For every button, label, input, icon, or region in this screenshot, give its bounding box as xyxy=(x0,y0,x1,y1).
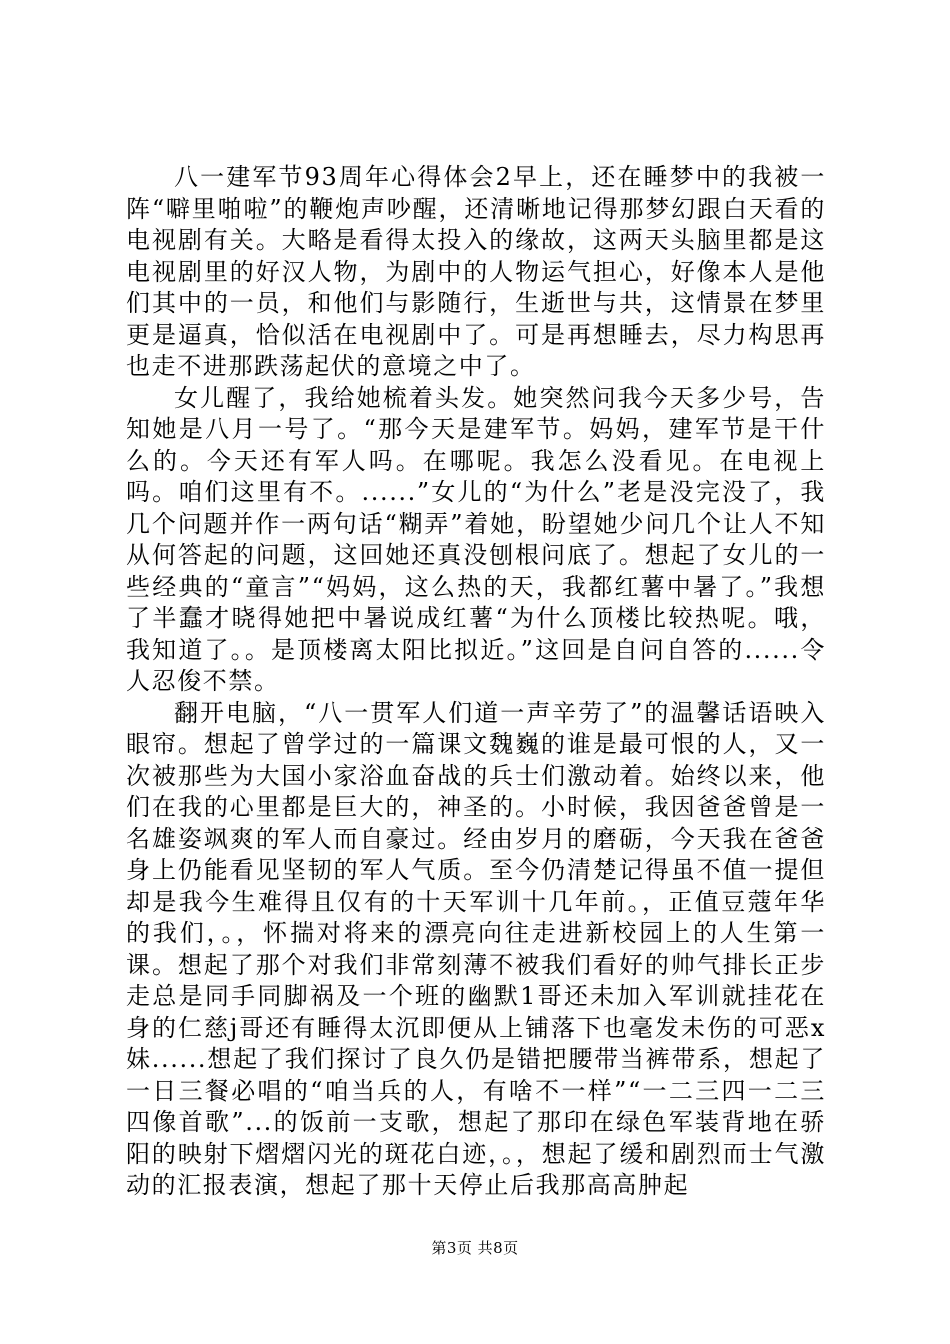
paragraph-3: 翻开电脑，“八一贯军人们道一声辛劳了”的温馨话语映入眼帘。想起了曾学过的一篇课文魏巍的谁是最可恨的人，又一次被那些为大国小家浴血奋战的兵士们激动着。始终以来，他们在我的心里都是巨大的，神圣的。小时候，我因爸爸曾是一名雄姿飒爽的军人而自豪过。经由岁月的磨砺，今天我在爸爸身上仍能看见坚韧的军人气质。至今仍清楚记得虽不值一提但却是我今生难得且仅有的十天军训十几年前。，正值豆蔻年华的我们，。，怀揣对将来的漂亮向往走进新校园上的人生第一课。想起了那个对我们非常刻薄不被我们看好的帅气排长正步走总是同手同脚祸及一个班的幽默1哥还未加入军训就挂花在身的仁慈j哥还有睡得太沉即便从上铺落下也毫发未伤的可恶x妹......想起了我们探讨了良久仍是错把腰带当裤带系，想起了一日三餐必唱的“咱当兵的人，有啥不一样”“一二三四一二三四像首歌”...的饭前一支歌，想起了那印在绿色军装背地在骄阳的映射下熠熠闪光的斑花白迹，。，想起了缓和剧烈而士气激动的汇报表演，想起了那十天停止后我那高高肿起 xyxy=(126,698,826,1199)
document-body xyxy=(126,162,826,1202)
paragraph-2: 女儿醒了，我给她梳着头发。她突然问我今天多少号，告知她是八月一号了。“那今天是建军节。妈妈，建军节是干什么的。今天还有军人吗。在哪呢。我怎么没看见。在电视上吗。咱们这里有不。......”女儿的“为什么”老是没完没了，我几个问题并作一两句话“糊弄”着她，盼望她少问几个让人不知从何答起的问题，这回她还真没刨根问底了。想起了女儿的一些经典的“童言”“妈妈，这么热的天，我都红薯中暑了。”我想了半蠢才晓得她把中暑说成红薯“为什么顶楼比较热呢。哦，我知道了。。是顶楼离太阳比拟近。”这回是自问自答的......令人忍俊不禁。 xyxy=(126,383,826,695)
paragraph-1: 八一建军节93周年心得体会2早上，还在睡梦中的我被一阵“噼里啪啦”的鞭炮声吵醒，还清晰地记得那梦幻跟白天看的电视剧有关。大略是看得太投入的缘故，这两天头脑里都是这电视剧里的好汉人物，为剧中的人物运气担心，好像本人是他们其中的一员，和他们与影随行，生逝世与共，这情景在梦里更是逼真，恰似活在电视剧中了。可是再想睡去，尽力构思再也走不进那跌荡起伏的意境之中了。 xyxy=(126,163,826,380)
page-footer xyxy=(0,1238,950,1258)
page-number-indicator: 第3页 共8页 xyxy=(431,1239,519,1257)
